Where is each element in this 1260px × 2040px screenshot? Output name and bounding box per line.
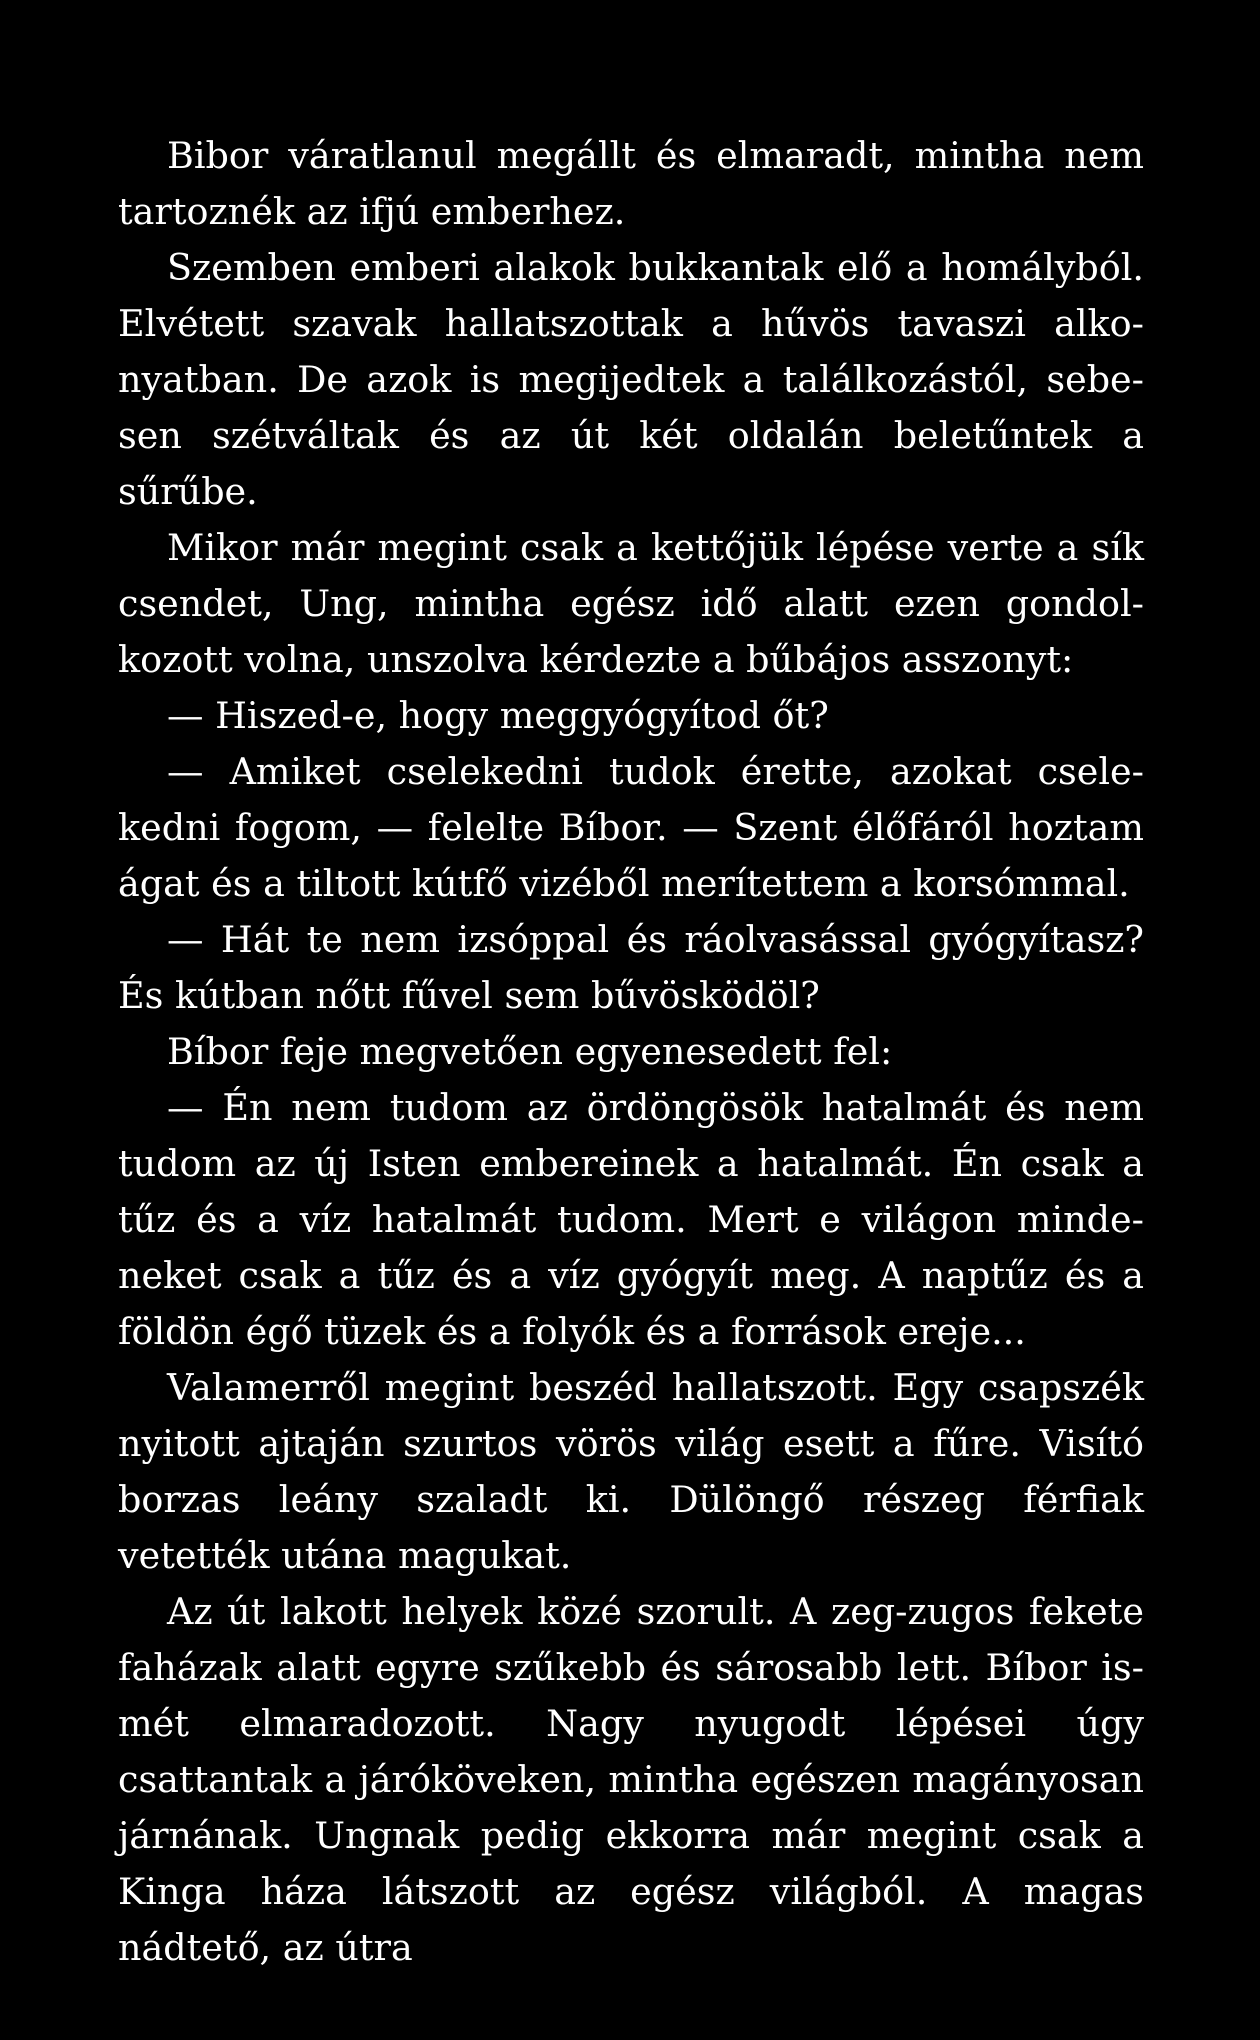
paragraph-3: Mikor már megint csak a kettőjük lépése verte a sík csendet, Ung, mintha egész idő alatt ezen gondolkozott volna, unszolva kérdezte a bűbájos asszonyt:: [118, 526, 1144, 681]
paragraph-8-dialogue: — Én nem tudom az ördöngösök hatalmát és nem tudom az új Isten embereinek a hatalmát. Én csak a tűz és a víz hatalmát tudom. Mert e világon mindeneket csak a tűz és a víz gyógyít meg. A naptűz és a földön égő tüzek és a folyók és a források ereje...: [118, 1086, 1144, 1353]
paragraph-2: Szemben emberi alakok bukkantak elő a homályból. Elvétett szavak hallatszottak a hűvös tavaszi alkonyatban. De azok is megijedtek a találkozástól, sebesen szétváltak és az út két oldalán beletűntek a sűrűbe.: [118, 246, 1144, 513]
paragraph-1: Bibor váratlanul megállt és elmaradt, mintha nem tartoznék az ifjú emberhez.: [118, 134, 1144, 233]
paragraph-9: Valamerről megint beszéd hallatszott. Egy csapszék nyitott ajtaján szurtos vörös világ esett a fűre. Visító borzas leány szaladt ki. Dülöngő részeg férfiak vetették utána magukat.: [118, 1366, 1144, 1577]
paragraph-7: Bíbor feje megvetően egyenesedett fel:: [167, 1030, 893, 1073]
paragraph-5-dialogue: — Amiket cselekedni tudok érette, azokat cselekedni fogom, — felelte Bíbor. — Szent élőfáról hoztam ágat és a tiltott kútfő vizéből merítettem a korsómmal.: [118, 750, 1144, 905]
paragraph-10: Az út lakott helyek közé szorult. A zeg-zugos fekete faházak alatt egyre szűkebb és sárosabb lett. Bíbor ismét elmaradozott. Nagy nyugodt lépései úgy csattantak a járóköveken, mintha egészen magányosan járnának. Ungnak pedig ekkorra már megint csak a Kinga háza látszott az egész világból. A magas nádtető, az útra: [118, 1590, 1144, 1969]
paragraph-6-dialogue: — Hát te nem izsóppal és ráolvasással gyógyítasz? És kútban nőtt fűvel sem bűvösködöl?: [118, 918, 1144, 1017]
paragraph-4-dialogue: — Hiszed-e, hogy meggyógyítod őt?: [167, 694, 829, 737]
book-page: [118, 128, 1144, 1976]
